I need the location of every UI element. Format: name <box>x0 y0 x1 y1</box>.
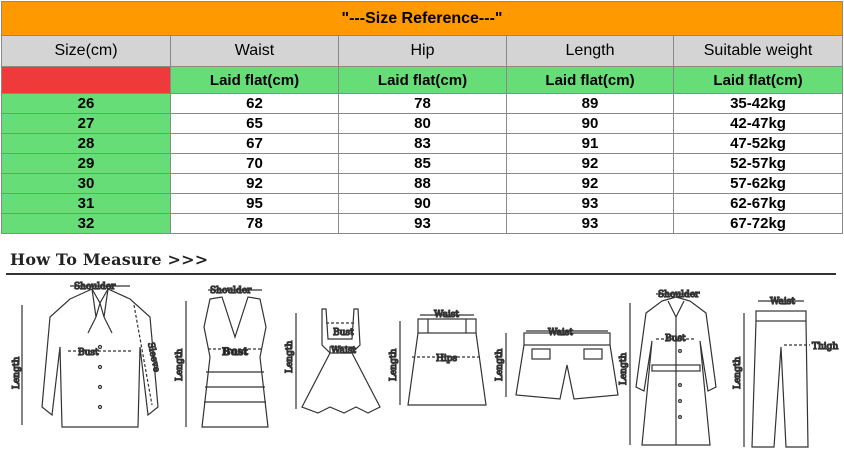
unit-cell-size <box>2 67 171 94</box>
cell-hip: 78 <box>339 94 507 114</box>
unit-cell-weight: Laid flat(cm) <box>674 67 843 94</box>
cell-waist: 65 <box>171 114 339 134</box>
unit-cell-waist: Laid flat(cm) <box>171 67 339 94</box>
header-suitable-weight: Suitable weight <box>674 36 843 67</box>
table-row <box>2 154 843 174</box>
coat-shoulder-label: Shoulder <box>658 290 700 300</box>
cell-weight: 42-47kg <box>674 114 843 134</box>
cell-hip: 83 <box>339 134 507 154</box>
cell-length: 91 <box>507 134 674 154</box>
cell-waist: 70 <box>171 154 339 174</box>
cell-size: 30 <box>2 174 171 194</box>
header-size: Size(cm) <box>2 36 171 67</box>
coat-illustration <box>630 294 716 445</box>
dress-length-label: Length <box>285 340 295 373</box>
tank-shoulder-label: Shoulder <box>210 286 252 296</box>
cell-size: 28 <box>2 134 171 154</box>
cell-waist: 62 <box>171 94 339 114</box>
cell-weight: 57-62kg <box>674 174 843 194</box>
trousers-illustration <box>744 301 810 447</box>
table-row <box>2 194 843 214</box>
cell-hip: 90 <box>339 194 507 214</box>
blouse-length-label: Length <box>12 356 22 389</box>
table-row <box>2 174 843 194</box>
cell-length: 92 <box>507 154 674 174</box>
coat-length-label: Length <box>619 352 629 385</box>
cell-weight: 62-67kg <box>674 194 843 214</box>
cell-hip: 93 <box>339 214 507 234</box>
unit-cell-length: Laid flat(cm) <box>507 67 674 94</box>
trousers-waist-label: Waist <box>770 297 795 307</box>
table-row <box>2 94 843 114</box>
cell-waist: 95 <box>171 194 339 214</box>
cell-weight: 52-57kg <box>674 154 843 174</box>
blouse-shoulder-label: Shoulder <box>74 282 116 292</box>
cell-size: 29 <box>2 154 171 174</box>
table-unit-row <box>2 67 843 94</box>
skirt-hips-label: Hips <box>436 354 458 364</box>
cell-size: 27 <box>2 114 171 134</box>
cell-length: 92 <box>507 174 674 194</box>
table-row <box>2 214 843 234</box>
shorts-waist-label: Waist <box>548 328 573 338</box>
skirt-waist-label: Waist <box>434 310 459 320</box>
cell-size: 31 <box>2 194 171 214</box>
tank-length-label: Length <box>175 348 185 381</box>
dress-waist-label: Waist <box>331 346 356 356</box>
cell-waist: 67 <box>171 134 339 154</box>
coat-bust-label: Bust <box>665 334 686 344</box>
tank-bust-label: Bust <box>222 347 248 358</box>
table-row <box>2 114 843 134</box>
shorts-illustration <box>506 331 618 399</box>
cell-weight: 35-42kg <box>674 94 843 114</box>
header-length: Length <box>507 36 674 67</box>
section-divider <box>6 273 836 275</box>
cell-hip: 80 <box>339 114 507 134</box>
table-header-row <box>2 36 843 67</box>
table-row <box>2 134 843 154</box>
table-title-row <box>2 2 843 36</box>
cell-length: 89 <box>507 94 674 114</box>
unit-cell-hip: Laid flat(cm) <box>339 67 507 94</box>
size-reference-table <box>1 1 843 234</box>
cell-length: 93 <box>507 194 674 214</box>
skirt-length-label: Length <box>389 348 399 381</box>
tank-top-illustration <box>186 290 268 427</box>
trousers-thigh-label: Thigh <box>812 342 839 352</box>
header-hip: Hip <box>339 36 507 67</box>
cell-length: 93 <box>507 214 674 234</box>
how-to-measure-title: How To Measure >>> <box>10 250 209 269</box>
cell-hip: 88 <box>339 174 507 194</box>
cell-waist: 92 <box>171 174 339 194</box>
dress-bust-label: Bust <box>333 328 354 338</box>
cell-length: 90 <box>507 114 674 134</box>
how-to-measure-illustrations <box>0 277 844 465</box>
cell-weight: 67-72kg <box>674 214 843 234</box>
cell-size: 26 <box>2 94 171 114</box>
cell-waist: 78 <box>171 214 339 234</box>
cell-hip: 85 <box>339 154 507 174</box>
table-title: "---Size Reference---" <box>2 2 843 36</box>
trousers-length-label: Length <box>733 356 743 389</box>
blouse-sleeve-label: Sleeve <box>145 341 162 374</box>
cell-weight: 47-52kg <box>674 134 843 154</box>
shorts-length-label: Length <box>495 348 505 381</box>
header-waist: Waist <box>171 36 339 67</box>
cell-size: 32 <box>2 214 171 234</box>
blouse-bust-label: Bust <box>78 348 99 358</box>
dress-illustration <box>296 309 380 413</box>
